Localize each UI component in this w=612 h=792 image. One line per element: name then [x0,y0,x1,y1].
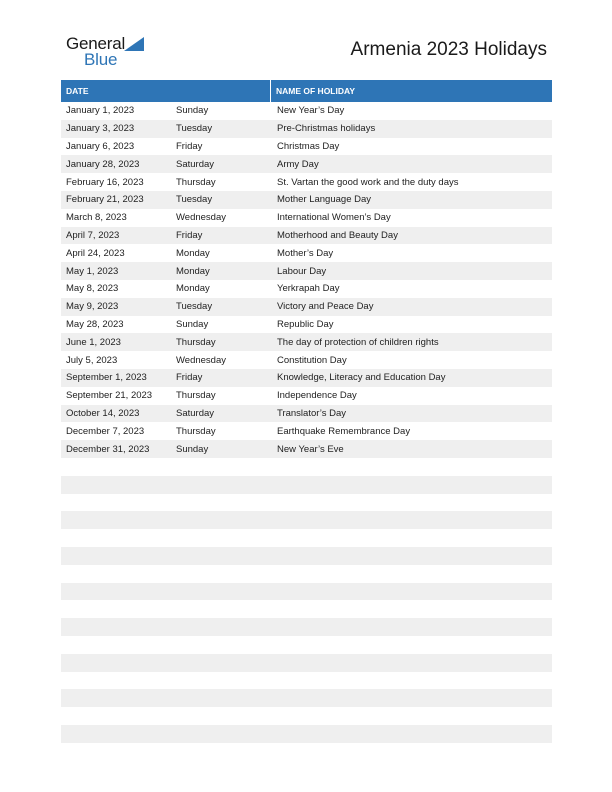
cell-date: July 5, 2023 [66,354,118,366]
table-row [61,689,552,707]
cell-holiday-name: New Year’s Eve [277,443,344,455]
table-body [61,102,552,743]
table-row [61,618,552,636]
cell-date: January 6, 2023 [66,140,135,152]
cell-date: June 1, 2023 [66,336,121,348]
table-row [61,102,552,120]
cell-holiday-name: Independence Day [277,390,357,402]
cell-weekday: Saturday [176,407,215,419]
cell-holiday-name: Constitution Day [277,354,347,366]
cell-date: September 1, 2023 [66,372,147,384]
table-row [61,511,552,529]
cell-holiday-name: Pre-Christmas holidays [277,123,376,135]
table-row [61,227,552,245]
table-row [61,298,552,316]
cell-weekday: Wednesday [176,354,226,366]
holiday-table [61,80,552,743]
cell-weekday: Friday [176,140,203,152]
cell-date: January 28, 2023 [66,158,140,170]
cell-holiday-name: Yerkrapah Day [277,283,340,295]
cell-weekday: Sunday [176,318,209,330]
table-row [61,707,552,725]
table-row [61,458,552,476]
cell-weekday: Friday [176,229,203,241]
cell-holiday-name: International Women’s Day [277,212,391,224]
cell-date: March 8, 2023 [66,212,127,224]
cell-holiday-name: Army Day [277,158,319,170]
table-row [61,600,552,618]
cell-holiday-name: New Year’s Day [277,105,345,117]
cell-weekday: Thursday [176,336,216,348]
cell-date: December 31, 2023 [66,443,150,455]
cell-date: December 7, 2023 [66,425,145,437]
cell-date: February 21, 2023 [66,194,144,206]
cell-weekday: Wednesday [176,212,226,224]
table-row [61,173,552,191]
cell-weekday: Sunday [176,105,209,117]
cell-date: May 1, 2023 [66,265,119,277]
table-row [61,476,552,494]
table-row [61,351,552,369]
generalblue-logo [66,34,156,70]
table-row [61,209,552,227]
cell-weekday: Thursday [176,176,216,188]
cell-holiday-name: Knowledge, Literacy and Education Day [277,372,446,384]
table-row [61,120,552,138]
cell-holiday-name: The day of protection of children rights [277,336,439,348]
cell-weekday: Tuesday [176,194,213,206]
cell-holiday-name: Mother’s Day [277,247,334,259]
cell-weekday: Monday [176,283,210,295]
table-row [61,280,552,298]
table-row [61,262,552,280]
table-row [61,565,552,583]
table-row [61,725,552,743]
table-row [61,405,552,423]
table-row [61,369,552,387]
cell-holiday-name: Mother Language Day [277,194,372,206]
cell-date: January 1, 2023 [66,105,135,117]
column-header-holiday-name: NAME OF HOLIDAY [276,86,356,96]
table-row [61,155,552,173]
table-header [61,80,552,102]
table-row [61,333,552,351]
table-row [61,547,552,565]
table-row [61,138,552,156]
cell-date: May 8, 2023 [66,283,119,295]
cell-date: September 21, 2023 [66,390,153,402]
logo-triangle-icon [124,37,144,51]
table-row [61,654,552,672]
cell-weekday: Sunday [176,443,209,455]
cell-weekday: Thursday [176,390,216,402]
cell-holiday-name: Republic Day [277,318,334,330]
cell-date: October 14, 2023 [66,407,140,419]
cell-date: January 3, 2023 [66,123,135,135]
cell-weekday: Thursday [176,425,216,437]
cell-weekday: Tuesday [176,123,213,135]
cell-weekday: Monday [176,265,210,277]
logo-text-general: General [66,34,126,53]
cell-date: May 28, 2023 [66,318,124,330]
table-row [61,583,552,601]
table-row [61,387,552,405]
cell-date: May 9, 2023 [66,301,119,313]
cell-holiday-name: Labour Day [277,265,327,277]
cell-holiday-name: Translator’s Day [277,407,346,419]
cell-holiday-name: St. Vartan the good work and the duty days [277,176,459,188]
cell-date: April 24, 2023 [66,247,125,259]
table-row [61,529,552,547]
table-row [61,672,552,690]
table-row [61,244,552,262]
cell-holiday-name: Victory and Peace Day [277,301,374,313]
cell-weekday: Saturday [176,158,215,170]
cell-date: April 7, 2023 [66,229,120,241]
page-title: Armenia 2023 Holidays [350,39,547,60]
table-row [61,636,552,654]
cell-weekday: Monday [176,247,210,259]
column-header-date: DATE [61,80,271,102]
table-row [61,494,552,512]
table-row [61,440,552,458]
logo-text-blue: Blue [84,50,118,69]
table-row [61,422,552,440]
cell-holiday-name: Earthquake Remembrance Day [277,425,411,437]
table-row [61,191,552,209]
cell-holiday-name: Motherhood and Beauty Day [277,229,398,241]
table-row [61,316,552,334]
cell-date: February 16, 2023 [66,176,144,188]
cell-weekday: Tuesday [176,301,213,313]
cell-holiday-name: Christmas Day [277,140,340,152]
cell-weekday: Friday [176,372,203,384]
